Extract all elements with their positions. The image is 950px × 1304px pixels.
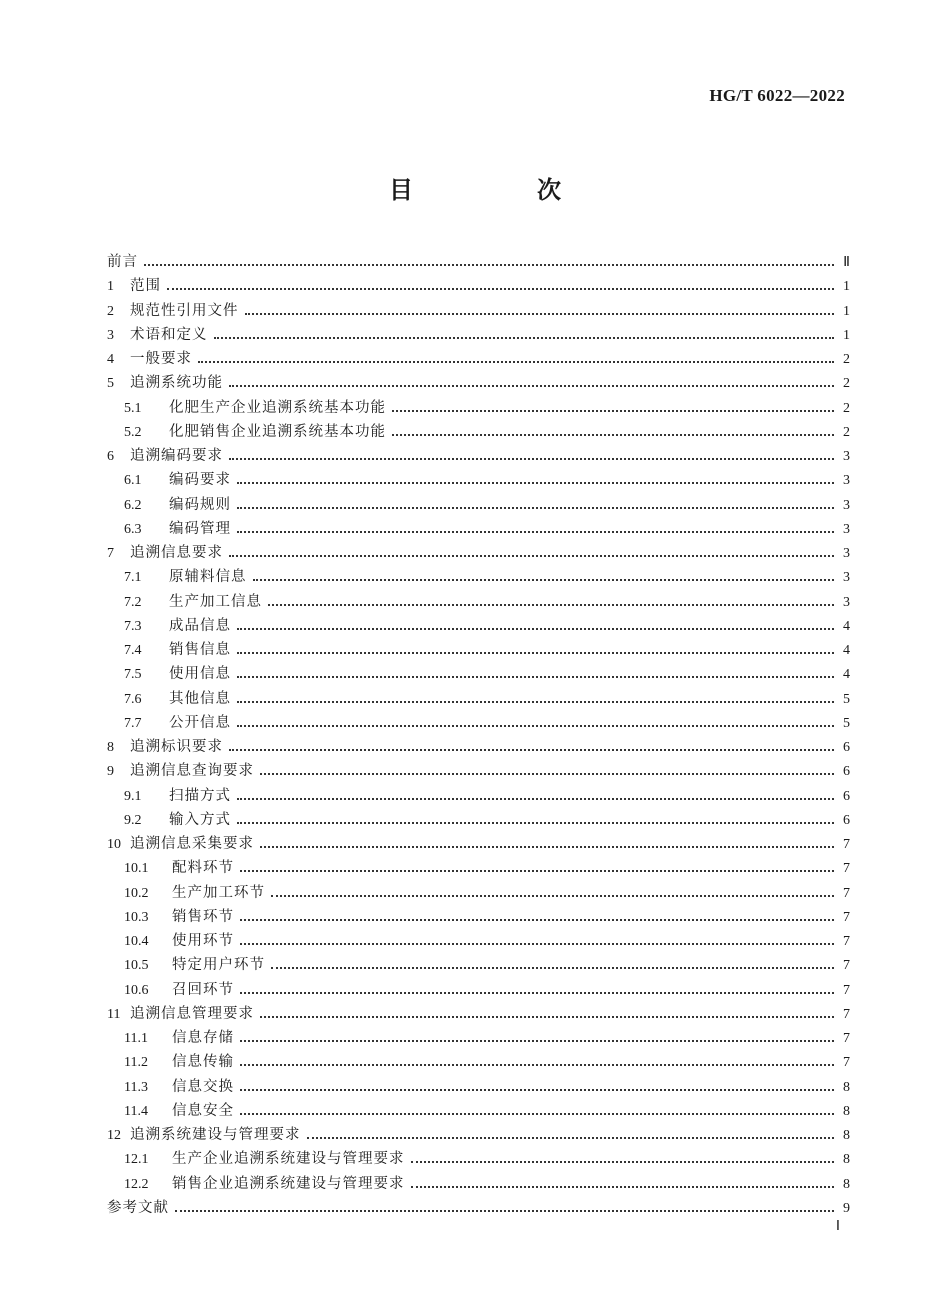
toc-entry-number: 7.1 — [124, 570, 142, 586]
toc-entry[interactable] — [107, 638, 850, 662]
toc-entry-label: 信息传输 — [172, 1054, 234, 1071]
toc-entry[interactable] — [107, 614, 850, 638]
toc-entry-label: 追溯标识要求 — [130, 739, 223, 755]
toc-entry[interactable] — [107, 953, 850, 977]
toc-entry[interactable] — [107, 323, 850, 347]
toc-entry-number: 7 — [107, 546, 114, 561]
dot-leader — [237, 798, 834, 800]
toc-entry-number: 5 — [107, 376, 114, 392]
toc-entry-number: 6.2 — [124, 497, 142, 513]
toc-entry[interactable] — [107, 468, 850, 492]
dot-leader — [237, 507, 834, 509]
toc-entry-number: 6 — [107, 449, 114, 464]
toc-entry-label: 信息交换 — [172, 1078, 234, 1095]
dot-leader — [237, 822, 834, 824]
toc-entry-label: 特定用户环节 — [172, 957, 265, 974]
toc-entry-page: 7 — [843, 885, 850, 901]
toc-entry-label: 编码规则 — [169, 496, 231, 513]
toc-entry-page: 2 — [843, 376, 850, 392]
toc-entry-page: 3 — [843, 473, 850, 489]
dot-leader — [240, 870, 834, 872]
toc-entry-label: 规范性引用文件 — [130, 302, 239, 319]
toc-entry-page: 8 — [843, 1103, 850, 1119]
toc-entry-label: 追溯系统功能 — [130, 375, 223, 392]
toc-entry[interactable] — [107, 662, 850, 686]
dot-leader — [229, 458, 834, 460]
dot-leader — [307, 1137, 835, 1139]
dot-leader — [167, 288, 834, 290]
toc-entry-label: 追溯编码要求 — [130, 448, 223, 464]
toc-entry-number: 2 — [107, 303, 114, 319]
toc-entry-page: 9 — [843, 1200, 850, 1216]
toc-entry-number: 12 — [107, 1128, 121, 1143]
toc-entry[interactable] — [107, 565, 850, 589]
dot-leader — [271, 895, 834, 897]
table-of-contents — [107, 250, 850, 1220]
dot-leader — [229, 555, 834, 557]
dot-leader — [260, 773, 834, 775]
toc-entry[interactable] — [107, 1099, 850, 1123]
dot-leader — [198, 361, 834, 363]
dot-leader — [240, 1040, 834, 1042]
toc-entry-number: 10.5 — [124, 958, 149, 974]
toc-entry-number: 7.4 — [124, 643, 142, 658]
toc-entry-page: 6 — [843, 788, 850, 804]
toc-entry-number: 8 — [107, 740, 114, 755]
toc-entry-page: 4 — [843, 643, 850, 658]
dot-leader — [392, 410, 834, 412]
toc-entry-number: 1 — [107, 279, 114, 295]
toc-entry-number: 10.4 — [124, 934, 149, 949]
toc-entry-page: 8 — [843, 1176, 850, 1192]
toc-entry-number: 6.3 — [124, 521, 142, 537]
toc-entry[interactable] — [107, 881, 850, 905]
toc-entry-number: 10.2 — [124, 885, 149, 901]
toc-entry-label: 编码管理 — [169, 520, 231, 537]
toc-entry[interactable] — [107, 250, 850, 274]
toc-entry[interactable] — [107, 1050, 850, 1074]
toc-entry-label: 参考文献 — [107, 1199, 169, 1216]
toc-entry-page: 4 — [843, 667, 850, 683]
toc-entry[interactable] — [107, 735, 850, 759]
toc-entry-page: 1 — [843, 327, 850, 343]
toc-entry-label: 使用环节 — [172, 933, 234, 949]
dot-leader — [240, 1113, 834, 1115]
toc-entry[interactable] — [107, 541, 850, 565]
toc-entry-page: 7 — [843, 958, 850, 974]
toc-entry[interactable] — [107, 1002, 850, 1026]
toc-entry-label: 配料环节 — [172, 860, 234, 877]
dot-leader — [175, 1210, 834, 1212]
toc-entry-page: 3 — [843, 497, 850, 513]
toc-entry[interactable] — [107, 371, 850, 395]
toc-entry-label: 输入方式 — [169, 811, 231, 828]
toc-entry-number: 3 — [107, 327, 114, 343]
toc-entry-label: 范围 — [130, 278, 161, 295]
toc-entry-number: 6.1 — [124, 473, 142, 489]
toc-entry-page: 7 — [843, 861, 850, 877]
toc-entry-number: 11.1 — [124, 1031, 148, 1046]
dot-leader — [411, 1186, 835, 1188]
dot-leader — [271, 967, 834, 969]
toc-entry-label: 追溯系统建设与管理要求 — [130, 1127, 301, 1143]
toc-entry[interactable] — [107, 299, 850, 323]
toc-entry-label: 前言 — [107, 254, 138, 270]
toc-entry-label: 术语和定义 — [130, 326, 208, 343]
toc-entry[interactable] — [107, 1026, 850, 1050]
dot-leader — [260, 1016, 834, 1018]
toc-entry-label: 追溯信息采集要求 — [130, 836, 254, 852]
dot-leader — [240, 1064, 834, 1066]
toc-entry-number: 12.2 — [124, 1176, 149, 1192]
toc-entry-label: 原辅料信息 — [169, 569, 247, 586]
toc-entry[interactable] — [107, 832, 850, 856]
toc-entry-number: 7.5 — [124, 667, 142, 683]
toc-entry-number: 7.3 — [124, 618, 142, 634]
toc-entry-page: 6 — [843, 740, 850, 755]
toc-entry-page: 1 — [843, 279, 850, 295]
dot-leader — [229, 385, 834, 387]
toc-entry[interactable] — [107, 687, 850, 711]
toc-entry-page: 3 — [843, 570, 850, 586]
toc-entry-page: 4 — [843, 618, 850, 634]
toc-entry-page: 8 — [843, 1079, 850, 1095]
toc-entry-page: 7 — [843, 837, 850, 852]
toc-entry-page: 6 — [843, 812, 850, 828]
toc-entry-page: 8 — [843, 1128, 850, 1143]
page-number: Ⅰ — [835, 1219, 840, 1234]
dot-leader — [245, 313, 835, 315]
toc-entry[interactable] — [107, 808, 850, 832]
toc-entry-number: 10 — [107, 837, 121, 852]
toc-entry-label: 扫描方式 — [169, 787, 231, 804]
toc-entry-number: 9.1 — [124, 788, 142, 804]
dot-leader — [240, 919, 834, 921]
toc-entry-page: 3 — [843, 449, 850, 464]
standard-code: HG/T 6022—2022 — [709, 86, 845, 105]
toc-entry[interactable] — [107, 517, 850, 541]
toc-entry-page: 7 — [843, 909, 850, 925]
toc-entry-page: 7 — [843, 1031, 850, 1046]
dot-leader — [268, 604, 834, 606]
toc-entry-label: 销售企业追溯系统建设与管理要求 — [172, 1175, 405, 1192]
toc-entry[interactable] — [107, 347, 850, 371]
toc-entry-page: 2 — [843, 352, 850, 367]
toc-entry[interactable] — [107, 1123, 850, 1147]
toc-entry-label: 召回环节 — [172, 981, 234, 998]
toc-entry[interactable] — [107, 420, 850, 444]
dot-leader — [392, 434, 834, 436]
toc-entry-page: 8 — [843, 1152, 850, 1168]
toc-entry-label: 信息安全 — [172, 1102, 234, 1119]
toc-entry[interactable] — [107, 274, 850, 298]
toc-entry-label: 生产加工环节 — [172, 884, 265, 901]
page-title: 目 次 — [389, 176, 611, 204]
toc-entry[interactable] — [107, 1075, 850, 1099]
toc-entry[interactable] — [107, 1172, 850, 1196]
dot-leader — [237, 482, 834, 484]
toc-entry-number: 9.2 — [124, 812, 142, 828]
toc-entry[interactable] — [107, 856, 850, 880]
toc-entry-page: 7 — [843, 982, 850, 998]
dot-leader — [240, 943, 834, 945]
toc-entry-page: 7 — [843, 934, 850, 949]
toc-entry-label: 编码要求 — [169, 472, 231, 489]
toc-entry-number: 7.7 — [124, 715, 142, 731]
dot-leader — [260, 846, 834, 848]
toc-entry-label: 公开信息 — [169, 714, 231, 731]
toc-entry-page: 5 — [843, 691, 850, 707]
toc-entry-label: 追溯信息要求 — [130, 545, 223, 561]
toc-entry-number: 10.1 — [124, 861, 149, 877]
toc-entry-label: 生产企业追溯系统建设与管理要求 — [172, 1151, 405, 1168]
toc-entry-number: 5.2 — [124, 424, 142, 440]
dot-leader — [240, 992, 834, 994]
toc-entry-number: 11.2 — [124, 1055, 148, 1071]
toc-entry-label: 其他信息 — [169, 690, 231, 707]
toc-entry[interactable] — [107, 444, 850, 468]
toc-entry-page: 7 — [843, 1055, 850, 1071]
toc-entry[interactable] — [107, 590, 850, 614]
toc-entry[interactable] — [107, 929, 850, 953]
dot-leader — [240, 1089, 834, 1091]
toc-entry[interactable] — [107, 1196, 850, 1220]
toc-entry-number: 9 — [107, 764, 114, 780]
toc-entry-page: 3 — [843, 546, 850, 561]
toc-entry-page: 7 — [843, 1006, 850, 1022]
toc-entry[interactable] — [107, 784, 850, 808]
dot-leader — [237, 701, 834, 703]
toc-entry-label: 一般要求 — [130, 351, 192, 367]
toc-entry-page: 5 — [843, 715, 850, 731]
toc-entry-page: Ⅱ — [843, 255, 850, 270]
toc-entry-number: 11.4 — [124, 1103, 148, 1119]
toc-entry-number: 10.6 — [124, 982, 149, 998]
dot-leader — [144, 264, 834, 266]
dot-leader — [229, 749, 834, 751]
toc-entry-label: 化肥生产企业追溯系统基本功能 — [169, 399, 386, 416]
toc-entry[interactable] — [107, 396, 850, 420]
toc-entry-label: 销售信息 — [169, 642, 231, 658]
toc-entry-page: 2 — [843, 424, 850, 440]
dot-leader — [253, 579, 835, 581]
dot-leader — [237, 531, 834, 533]
toc-entry-number: 11.3 — [124, 1079, 148, 1095]
dot-leader — [237, 676, 834, 678]
toc-entry-number: 4 — [107, 352, 114, 367]
toc-entry-page: 3 — [843, 594, 850, 610]
dot-leader — [411, 1161, 835, 1163]
toc-entry-number: 7.2 — [124, 594, 142, 610]
toc-entry-page: 3 — [843, 521, 850, 537]
toc-entry-label: 生产加工信息 — [169, 593, 262, 610]
toc-entry-label: 销售环节 — [172, 908, 234, 925]
toc-entry-page: 2 — [843, 400, 850, 416]
dot-leader — [214, 337, 835, 339]
toc-entry-page: 1 — [843, 303, 850, 319]
toc-entry-label: 成品信息 — [169, 617, 231, 634]
toc-entry[interactable] — [107, 759, 850, 783]
toc-entry-label: 追溯信息管理要求 — [130, 1005, 254, 1022]
toc-entry[interactable] — [107, 1147, 850, 1171]
toc-entry-label: 信息存储 — [172, 1030, 234, 1046]
dot-leader — [237, 725, 834, 727]
toc-entry[interactable] — [107, 711, 850, 735]
toc-entry-page: 6 — [843, 764, 850, 780]
toc-entry[interactable] — [107, 978, 850, 1002]
toc-entry-number: 7.6 — [124, 691, 142, 707]
toc-entry-label: 使用信息 — [169, 666, 231, 683]
toc-entry[interactable] — [107, 493, 850, 517]
dot-leader — [237, 628, 834, 630]
toc-entry-label: 化肥销售企业追溯系统基本功能 — [169, 423, 386, 440]
toc-entry-number: 10.3 — [124, 909, 149, 925]
toc-entry[interactable] — [107, 905, 850, 929]
toc-entry-label: 追溯信息查询要求 — [130, 763, 254, 780]
dot-leader — [237, 652, 834, 654]
toc-entry-number: 12.1 — [124, 1152, 149, 1168]
toc-entry-number: 11 — [107, 1006, 121, 1022]
toc-entry-number: 5.1 — [124, 400, 142, 416]
